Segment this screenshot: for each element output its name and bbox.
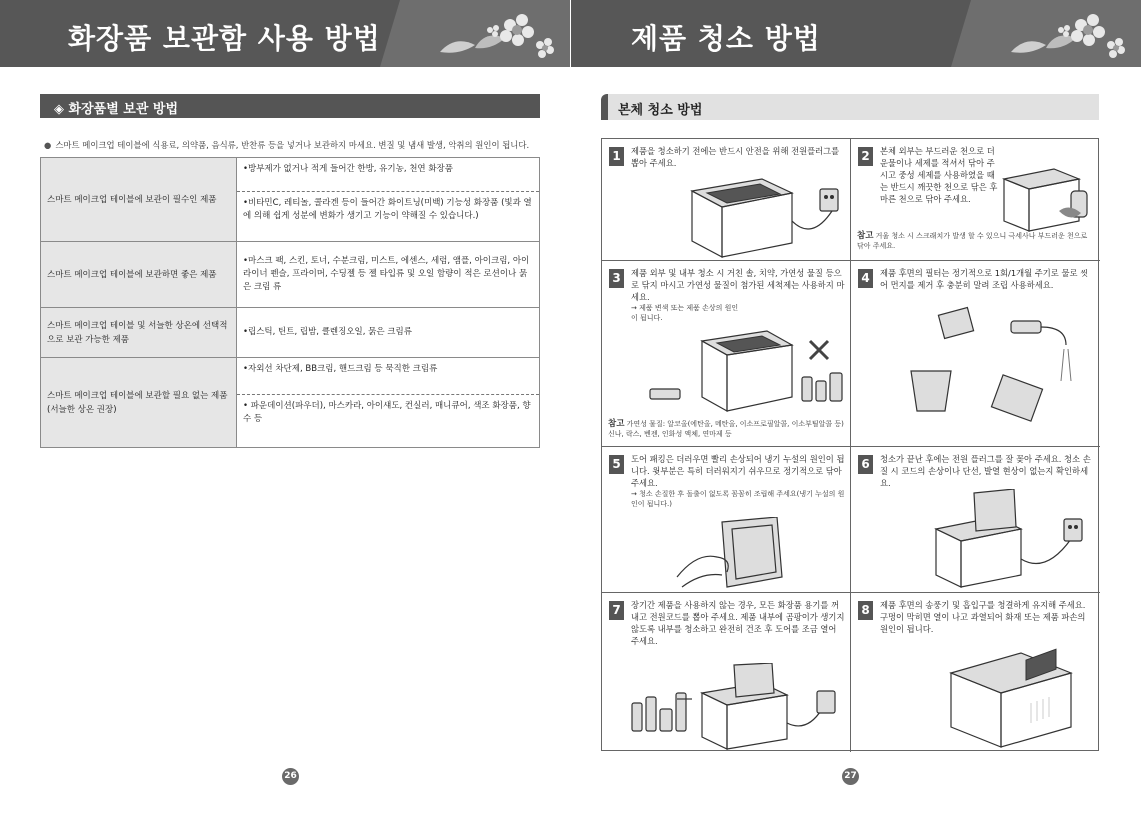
step-text: 제품 후면의 필터는 정기적으로 1회/1개월 주기로 물로 씻어 먼지를 제거 후 충분히 말려 조립 사용하세요. — [880, 268, 1089, 290]
step-5 — [602, 447, 851, 593]
prohibited-cleaners-illustration-icon — [642, 327, 847, 415]
filter-wash-illustration-icon — [901, 301, 1091, 441]
step-number: 8 — [858, 601, 873, 620]
storage-note — [44, 139, 529, 151]
tip-text: 거울 청소 시 스크래치가 발생 할 수 있으니 극세사나 부드러운 천으로 닦아 주세요. — [857, 232, 1088, 250]
step-text: 장기간 제품을 사용하지 않는 경우, 모든 화장품 용기를 꺼내고 전원코드를 뽑아 주세요. 제품 내부에 곰팡이가 생기지 않도록 내부를 청소하고 완전히 건조 후 도어를 조금 열어 주세요. — [631, 600, 845, 646]
right-header — [571, 0, 1141, 67]
step-6 — [851, 447, 1100, 593]
row-label: 스마트 메이크업 테이블에 보관하면 좋은 제품 — [41, 242, 237, 308]
row-value: •비타민C, 레티놀, 콜라겐 등이 들어간 화이트닝(미백) 기능성 화장품 (빛과 열에 의해 쉽게 성분에 변화가 생기고 기능이 약해질 수 있습니다.) — [237, 191, 539, 241]
step-subnote: → 청소 손질한 후 돌출이 없도록 꼼꼼히 조립해 주세요(냉기 누설의 원인이 됩니다.) — [631, 490, 845, 508]
rear-vent-illustration-icon — [941, 643, 1091, 749]
row-label: 스마트 메이크업 테이블에 보관이 필수인 제품 — [41, 158, 237, 242]
row-value: •립스틱, 틴트, 립밤, 클렌징오일, 묽은 크림류 — [243, 327, 412, 337]
step-number: 7 — [609, 601, 624, 620]
left-page — [0, 0, 570, 816]
flower-decoration-icon — [951, 0, 1141, 67]
row-values — [237, 358, 540, 448]
step-text — [631, 453, 845, 509]
row-values — [237, 242, 540, 308]
cosmetics-storage-table — [40, 157, 540, 448]
step-subnote: → 제품 변색 또는 제품 손상의 원인이 됩니다. — [631, 304, 739, 322]
row-value: •방부제가 없거나 적게 들어간 한방, 유기농, 천연 화장품 — [243, 164, 453, 174]
section-title: 본체 청소 방법 — [601, 94, 1099, 120]
cleaning-steps-grid — [601, 138, 1099, 751]
step-3 — [602, 261, 851, 447]
table-row — [41, 158, 540, 242]
tip-text: 가연성 물질: 알코올(에탄올, 메탄올, 이소프로필알콜, 이소부틸알콜 등)신나, 락스, 벤젠, 인화성 액체, 연마제 등 — [608, 420, 844, 438]
row-value: •마스크 팩, 스킨, 토너, 수분크림, 미스트, 에센스, 세럼, 앰플, 아이크림, 아이라이너 펜슬, 프라이머, 수딩젤 등 젤 타입류 및 오일 함량이 적은 로션이나 묽은 크림 류 — [243, 256, 530, 292]
flower-decoration-icon — [380, 0, 570, 67]
step-text: 본체 외부는 부드러운 천으로 더운물이나 세제를 적셔서 닦아 주시고 중성 세제를 사용하였을 때는 반드시 깨끗한 천으로 닦은 후 마른 천으로 닦아 주세요. — [880, 146, 998, 204]
tip-label: 참고 — [608, 419, 625, 429]
step-4 — [851, 261, 1100, 447]
page-title: 화장품 보관함 사용 방법 — [68, 22, 381, 55]
step-2 — [851, 139, 1100, 261]
door-gasket-illustration-icon — [672, 517, 822, 591]
step-text-main: 도어 패킹은 더러우면 빨리 손상되어 냉기 누설의 원인이 됩니다. 윗부분은 특히 더러워지기 쉬우므로 정기적으로 닦아 주세요. — [631, 454, 845, 488]
step-number: 5 — [609, 455, 624, 474]
step-8 — [851, 593, 1100, 752]
right-page — [571, 0, 1141, 816]
page-number: 26 — [282, 768, 299, 785]
tip-label: 참고 — [857, 231, 874, 241]
wipe-cloth-illustration-icon — [999, 161, 1097, 233]
page-number: 27 — [842, 768, 859, 785]
long-term-storage-illustration-icon — [622, 663, 847, 751]
step-number: 3 — [609, 269, 624, 288]
row-values — [237, 308, 540, 358]
table-row — [41, 242, 540, 308]
step-text: 청소가 끝난 후에는 전원 플러그를 잘 꽂아 주세요. 청소 손질 시 코드의 손상이나 단선, 발열 현상이 없는지 확인하세요. — [880, 454, 1091, 488]
bullet-icon: ● — [44, 140, 52, 150]
step-3-tip — [608, 419, 844, 439]
table-row — [41, 358, 540, 448]
step-number: 4 — [858, 269, 873, 288]
row-label: 스마트 메이크업 테이블에 보관할 필요 없는 제품 (서늘한 상온 권장) — [41, 358, 237, 448]
row-value: •자외선 차단제, BB크림, 핸드크림 등 묵직한 크림류 — [243, 364, 438, 374]
left-header — [0, 0, 570, 67]
row-label: 스마트 메이크업 테이블 및 서늘한 상온에 선택적으로 보관 가능한 제품 — [41, 308, 237, 358]
step-7 — [602, 593, 851, 752]
step-number: 1 — [609, 147, 624, 166]
unplug-illustration-icon — [672, 171, 842, 259]
step-number: 6 — [858, 455, 873, 474]
storage-note-text: 스마트 메이크업 테이블에 식용료, 의약품, 음식류, 반찬류 등을 넣거나 보관하지 마세요. 변질 및 냄새 발생, 악취의 원인이 됩니다. — [55, 140, 530, 150]
table-row — [41, 308, 540, 358]
replug-illustration-icon — [926, 489, 1096, 589]
section-title: ◈ 화장품별 보관 방법 — [40, 94, 540, 118]
row-value: • 파운데이션(파우더), 마스카라, 아이섀도, 컨실러, 매니큐어, 색조 화장품, 향수 등 — [237, 394, 539, 447]
step-2-tip — [857, 231, 1093, 251]
step-number: 2 — [858, 147, 873, 166]
step-1 — [602, 139, 851, 261]
step-text: 제품을 청소하기 전에는 반드시 안전을 위해 전원플러그를 뽑아 주세요. — [631, 146, 840, 168]
step-text-main: 제품 외부 및 내부 청소 시 거친 솔, 치약, 가연성 물질 등으로 닦지 마시고 가연성 물질이 첨가된 세척제는 사용하지 마세요. — [631, 268, 845, 302]
page-title: 제품 청소 방법 — [631, 22, 821, 55]
step-text: 제품 후면의 송풍기 및 흡입구를 청결하게 유지해 주세요. 구멍이 막히면 열이 나고 과열되어 화재 또는 제품 파손의 원인이 됩니다. — [880, 600, 1086, 634]
step-text — [631, 267, 845, 323]
row-values — [237, 158, 540, 242]
